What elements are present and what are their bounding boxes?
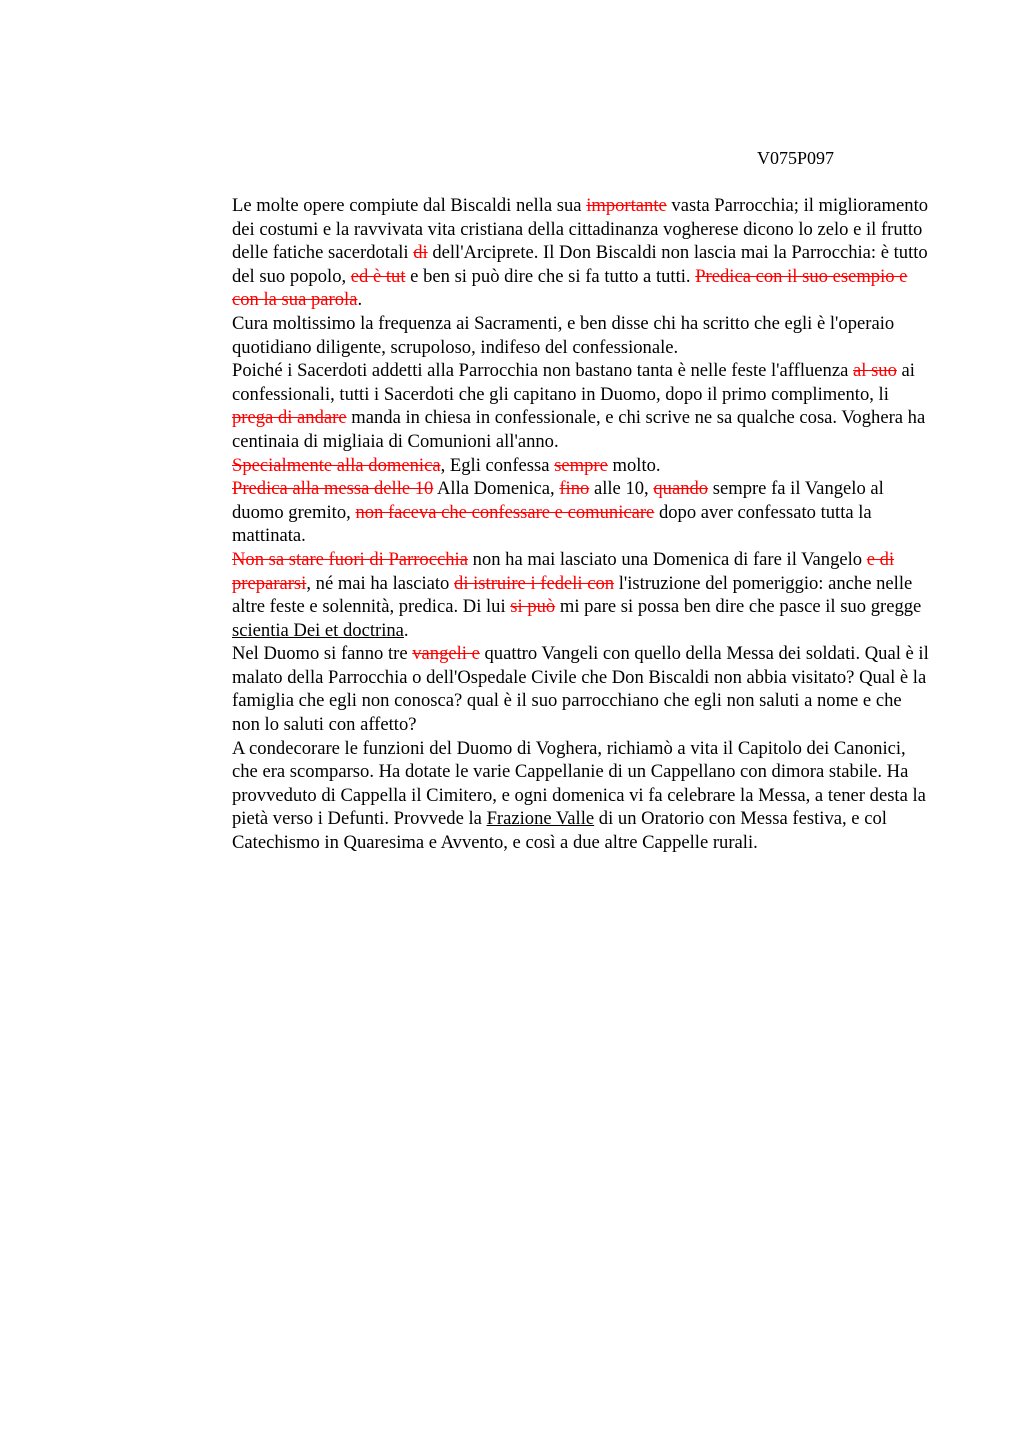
body-text bbox=[232, 194, 932, 855]
deleted-text: Predica alla messa delle 10 bbox=[232, 478, 434, 500]
paragraph bbox=[232, 359, 932, 453]
text-run: . bbox=[403, 619, 409, 641]
deleted-text: importante bbox=[586, 195, 667, 216]
deleted-text: vangeli e bbox=[412, 643, 480, 665]
paragraph bbox=[232, 477, 932, 548]
deleted-text: di bbox=[413, 242, 428, 264]
deleted-text: ed è tut bbox=[350, 265, 406, 287]
text-run: dell'Arciprete. Il Don Biscaldi non lascia mai la Parrocchia: è tutto del suo popolo, bbox=[232, 242, 928, 287]
text-run: non ha mai lasciato una Domenica di fare il Vangelo bbox=[467, 548, 867, 570]
text-run: ai confessionali, tutti i Sacerdoti che gli capitano in Duomo, dopo il primo complimento, li bbox=[232, 360, 915, 405]
text-run: Cura moltissimo la frequenza ai Sacramenti, e ben disse chi ha scritto che egli è l'operaio quotidiano diligente, scrupoloso, indifeso del confessionale. bbox=[232, 312, 895, 358]
text-run: , Egli confessa bbox=[440, 454, 555, 476]
paragraph bbox=[232, 312, 932, 359]
page-id: V075P097 bbox=[757, 148, 835, 168]
text-run: Nel Duomo si fanno tre bbox=[232, 643, 413, 665]
paragraph bbox=[232, 737, 932, 855]
underlined-text: scientia Dei et doctrina bbox=[232, 619, 404, 641]
deleted-text: e di prepararsi bbox=[232, 548, 895, 594]
deleted-text: Specialmente alla domenica bbox=[232, 454, 441, 476]
text-run: . bbox=[357, 289, 363, 311]
text-run: Alla Domenica, bbox=[433, 478, 560, 500]
text-run: molto. bbox=[607, 454, 661, 476]
paragraph bbox=[232, 454, 932, 478]
text-run: A condecorare le funzioni del Duomo di Voghera, richiamò a vita il Capitolo dei Canonici, che era scomparso. Ha dotate le varie Cappellanie di un Cappellano con dimora stabile. Ha provveduto di Cappella il Cimitero, e ogni domenica vi fa celebrare la Messa, a tener desta la pietà verso i Defunti. Provvede la bbox=[232, 737, 926, 830]
text-run: l'istruzione del pomeriggio: anche nelle altre feste e solennità, predica. Di lui bbox=[232, 572, 913, 618]
text-run: alle 10, bbox=[589, 478, 654, 500]
text-run: , né mai ha lasciato bbox=[306, 572, 455, 594]
underlined-text: Frazione Valle bbox=[486, 808, 595, 830]
paragraph bbox=[232, 548, 932, 642]
deleted-text: non faceva che confessare e comunicare bbox=[355, 501, 655, 523]
text-run: e ben si può dire che si fa tutto a tutti. bbox=[405, 265, 696, 287]
deleted-text: fino bbox=[559, 478, 590, 500]
paragraph bbox=[232, 194, 932, 312]
deleted-text: al suo bbox=[853, 360, 897, 382]
text-run: mi pare si possa ben dire che pasce il suo gregge bbox=[555, 596, 922, 618]
text-run: manda in chiesa in confessionale, e chi scrive ne sa qualche cosa. Voghera ha centinaia di migliaia di Comunioni all'anno. bbox=[232, 407, 926, 452]
text-run: di un Oratorio con Messa festiva, e col Catechismo in Quaresima e Avvento, e così a due altre Cappelle rurali. bbox=[232, 808, 887, 854]
deleted-text: sempre bbox=[554, 454, 608, 476]
text-run: Poiché i Sacerdoti addetti alla Parrocchia non bastano tanta è nelle feste l'affluenza bbox=[232, 360, 853, 382]
deleted-text: Predica con il suo esempio e con la sua parola bbox=[232, 265, 908, 311]
deleted-text: prega di andare bbox=[232, 407, 347, 429]
paragraph bbox=[232, 642, 932, 736]
deleted-text: Non sa stare fuori di Parrocchia bbox=[232, 548, 468, 570]
deleted-text: si può bbox=[510, 596, 556, 618]
text-run: sempre fa il Vangelo al duomo gremito, bbox=[232, 478, 884, 523]
text-run: vasta Parrocchia; il miglioramento dei costumi e la ravvivata vita cristiana della cittadinanza vogherese dicono lo zelo e il frutto delle fatiche sacerdotali bbox=[232, 195, 929, 264]
deleted-text: di istruire i fedeli con bbox=[454, 572, 615, 594]
text-run: dopo aver confessato tutta la mattinata. bbox=[232, 501, 872, 547]
deleted-text: quando bbox=[653, 478, 709, 500]
text-run: quattro Vangeli con quello della Messa dei soldati. Qual è il malato della Parrocchia o dell'Ospedale Civile che Don Biscaldi non abbia visitato? Qual è la famiglia che egli non conosca? qual è il suo parrocchiano che egli non saluti a nome e che non lo saluti con affetto? bbox=[232, 643, 929, 736]
text-run: Le molte opere compiute dal Biscaldi nella sua bbox=[232, 195, 587, 216]
